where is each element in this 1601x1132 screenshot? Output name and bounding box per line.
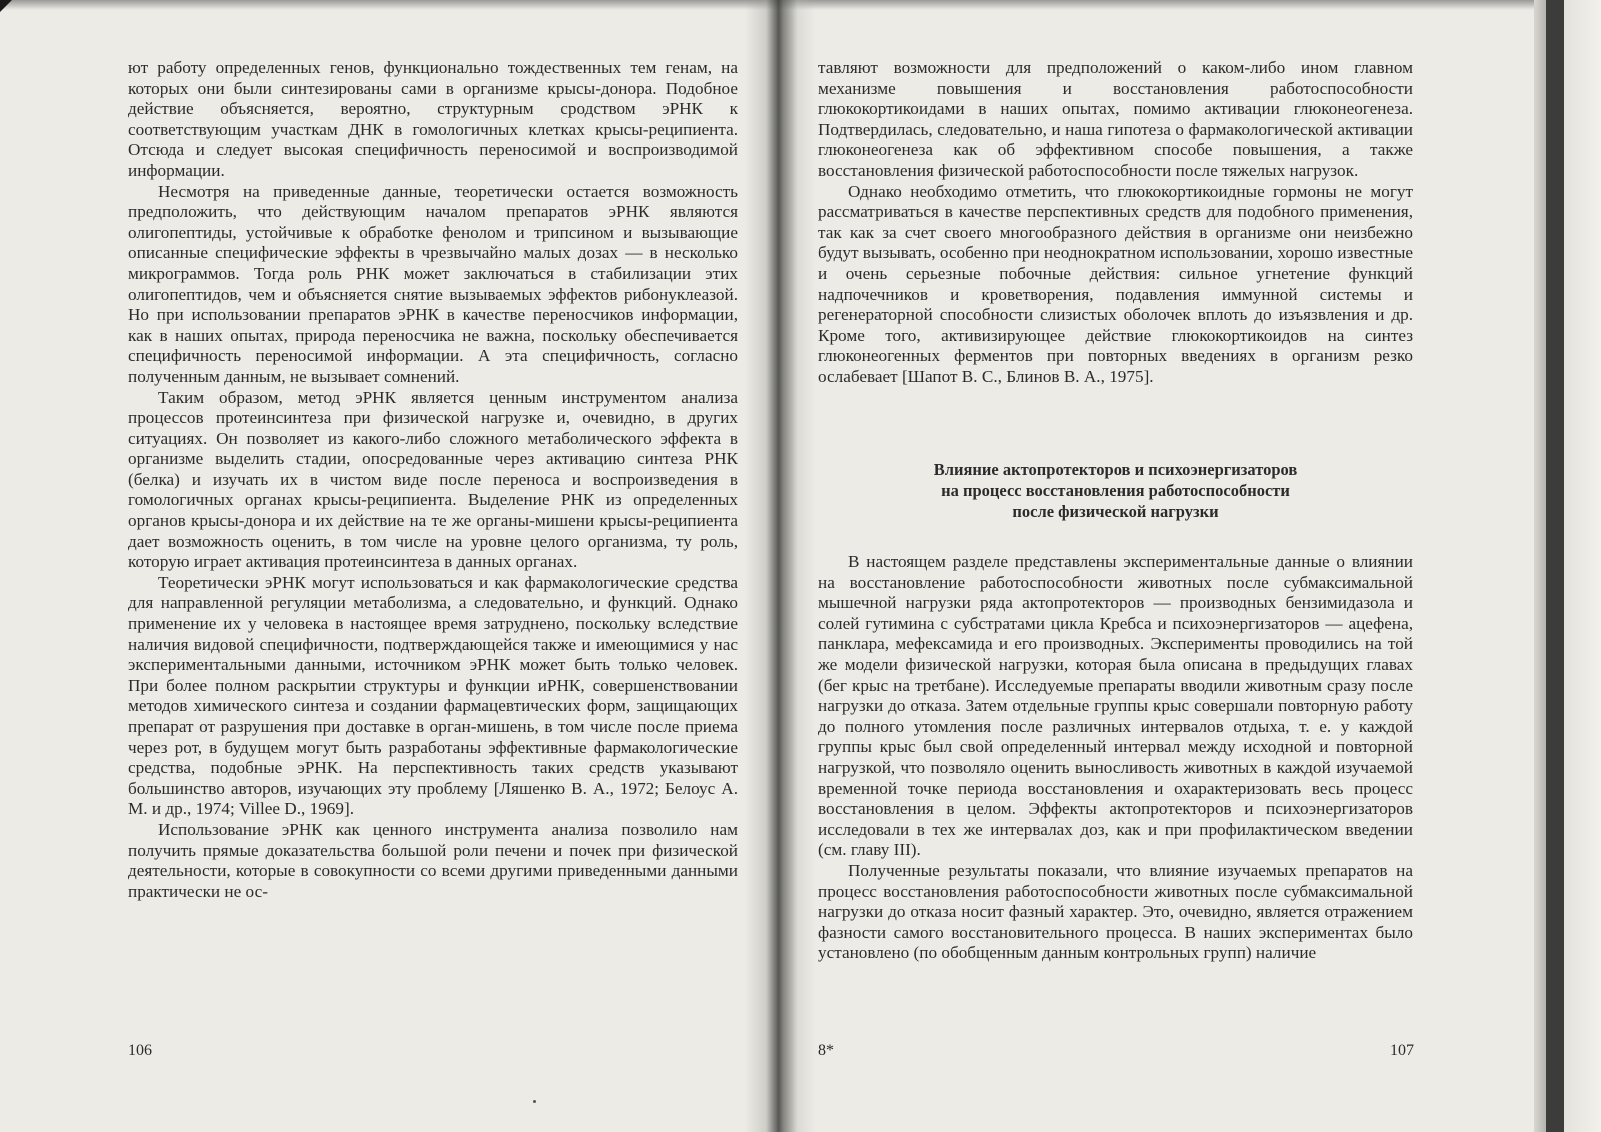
right-page-text-bottom [818,552,1413,964]
paragraph: тавляют возможности для предположений о каком-либо ином главном механизме повышения и восстановления работоспособности глюкокортикоидами в наших опытах, помимо активации глюконеогенеза. Подтвердилась, следовательно, и наша гипотеза о фармакологической активации глюконеогенеза как об эффективном способе повышения, а также восстановления физической работоспособности после тяжелых нагрузок. [818,58,1413,180]
paragraph: Теоретически эРНК могут использоваться и как фармакологические средства для направленной регуляции метаболизма, а следовательно, и функций. Однако применение их у человека в настоящее время затруднено, поскольку вследствие наличия видовой специфичности, подтверждающейся также и имеющимися у нас экспериментальными данными, источником эРНК может быть только человек. При более полном раскрытии структуры и функции иРНК, совершенствовании методов химического синтеза и создании фармацевтических форм, защищающих препарат от разрушения при доставке в орган-мишень, в том числе после приема через рот, в будущем могут быть разработаны эффективные фармакологические средства, подобные эРНК. На перспективность таких средств указывают большинство авторов, изучающих эту проблему [Ляшенко В. А., 1972; Белоус А. М. и др., 1974; Villee D., 1969]. [128,572,738,819]
page-number: 106 [128,1042,152,1059]
paragraph: В настоящем разделе представлены экспериментальные данные о влиянии на восстановление работоспособности животных после субмаксимальной мышечной нагрузки ряда актопротекторов — производных бензимидазола и солей гутимина с субстратами цикла Кребса и психоэнергизаторов — ацефена, панклара, мефексамида и его производных. Эксперименты проводились на той же модели физической нагрузки, которая была описана в предыдущих главах (бег крыс на третбане). Исследуемые препараты вводили животным сразу после нагрузки до отказа. Затем отдельные группы крыс совершали повторную работу до полного утомления после различных интервалов отдыха, т. е. у каждой группы крыс был свой определенный интервал между исходной и повторной нагрузкой, что позволяло оценить выносливость животных в каждой изучаемой временной точке периода восстановления и охарактеризовать весь процесс восстановления в целом. Эффекты актопротекторов и психоэнергизаторов исследовали в тех же интервалах доз, как и при профилактическом введении (см. главу III). [818,552,1413,860]
left-page-text [128,58,738,902]
scan-corner [0,0,12,12]
heading-line: Влияние актопротекторов и психоэнергизаторов [933,460,1298,479]
heading-line: на процесс восстановления работоспособности [941,481,1290,500]
section-heading [818,459,1413,522]
paragraph: Полученные результаты показали, что влияние изучаемых препаратов на процесс восстановления работоспособности животных после субмаксимальной нагрузки до отказа носит фазный характер. Это, очевидно, является отражением фазности самого восстановительного процесса. В наших экспериментах было установлено (по обобщенным данным контрольных групп) наличие [818,860,1413,963]
book-gutter [745,0,815,1132]
paragraph: Несмотря на приведенные данные, теоретически остается возможность предположить, что действующим началом препаратов эРНК являются олигопептиды, устойчивые к обработке фенолом и трипсином и вызывающие описанные специфические эффекты в чрезвычайно малых дозах — в несколько микрограммов. Тогда роль РНК может заключаться в стабилизации этих олигопептидов, чем и объясняется снятие вызываемых эффектов рибонуклеазой. Но при использовании препаратов эРНК в качестве переносчиков информации, как в наших опытах, природа переносчика не важна, поскольку обеспечивается специфичность переносимой информации. А эта специфичность, согласно полученным данным, не вызывает сомнений. [128,181,738,386]
page-number: 107 [1390,1042,1414,1059]
scan-margin [1564,0,1601,1132]
paragraph: Однако необходимо отметить, что глюкокортикоидные гормоны не могут рассматриваться в качестве перспективных средств для подобного применения, так как за счет своего многообразного действия в организме они неизбежно будут вызывать, особенно при неоднократном использовании, хорошо известные и очень серьезные побочные действия: сильное угнетение функций надпочечников и кроветворения, подавления иммунной системы и регенераторной способности слизистых оболочек вплоть до изъязвления и др. Кроме того, активизирующее действие глюкокортикоидов на синтез глюконеогенных ферментов при повторных введениях в организм резко ослабевает [Шапот В. С., Блинов В. А., 1975]. [818,181,1413,386]
cover-edge [1546,0,1564,1132]
heading-line: после физической нагрузки [1012,502,1219,521]
signature-mark: 8* [818,1042,834,1059]
right-page-text-top [818,58,1413,388]
paragraph: ют работу определенных генов, функционально тождественных тем генам, на которых они были синтезированы сами в организме крысы-донора. Подобное действие объясняется, вероятно, структурным сродством эРНК к соответствующим участкам ДНК в гомологичных клетках крысы-реципиента. Отсюда и следует высокая специфичность переносимой и воспроизводимой информации. [128,58,738,180]
paragraph: Таким образом, метод эРНК является ценным инструментом анализа процессов протеинсинтеза при физической нагрузке и, очевидно, в других ситуациях. Он позволяет из какого-либо сложного метаболического эффекта в организме выделить стадии, опосредованные через активацию синтеза РНК (белка) и изучать их в чистом виде после переноса и воспроизведения в гомологичных органах крысы-реципиента. Выделение РНК из определенных органов крысы-донора и их действие на те же органы-мишени крысы-реципиента дает возможность оценить, в том числе на уровне целого организма, ту роль, которую играет активация протеинсинтеза в данных органах. [128,387,738,572]
paragraph: Использование эРНК как ценного инструмента анализа позволило нам получить прямые доказательства большой роли печени и почек при физической деятельности, которые в совокупности со всеми другими приведенными данными практически не ос- [128,819,738,901]
scan-speck [533,1100,536,1103]
page-edge [1534,0,1546,1132]
